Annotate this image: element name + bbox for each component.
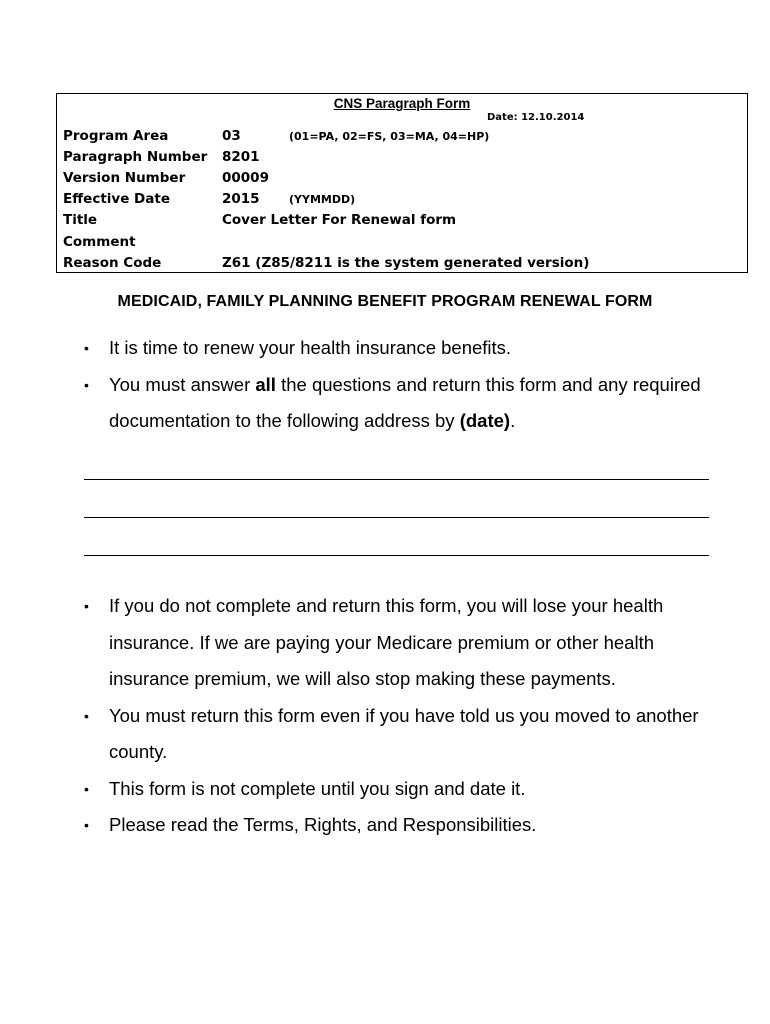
form-date: Date: 12.10.2014 bbox=[487, 112, 585, 123]
effective-date-label: Effective Date bbox=[63, 191, 170, 207]
cns-paragraph-form-box bbox=[56, 93, 748, 273]
reason-code-label: Reason Code bbox=[63, 255, 162, 271]
effective-date-note: (YYMMDD) bbox=[289, 193, 356, 206]
bullet-text: It is time to renew your health insurance benefits. bbox=[109, 337, 512, 358]
list-item bbox=[84, 588, 724, 698]
list-item bbox=[84, 771, 724, 808]
bullet-icon: • bbox=[84, 817, 89, 833]
bullet-list-bottom bbox=[84, 588, 724, 844]
bullet-icon: • bbox=[84, 376, 89, 393]
form-title: CNS Paragraph Form bbox=[333, 96, 471, 111]
list-item bbox=[84, 807, 724, 844]
reason-code-value: Z61 (Z85/8211 is the system generated version) bbox=[222, 255, 590, 271]
bullet-text: Please read the Terms, Rights, and Responsibilities. bbox=[109, 814, 537, 835]
title-value: Cover Letter For Renewal form bbox=[222, 212, 457, 228]
paragraph-number-value: 8201 bbox=[222, 149, 260, 165]
bullet-text-before: You must answer bbox=[109, 373, 256, 395]
bullet-text-middle: the questions and return this form and any required documentation to the following address by bbox=[109, 373, 701, 431]
bullet-text-after: . bbox=[510, 410, 516, 431]
title-label: Title bbox=[63, 212, 98, 228]
program-area-value: 03 bbox=[222, 128, 241, 144]
comment-label: Comment bbox=[63, 234, 136, 250]
bullet-text-emphasis-date: (date) bbox=[459, 410, 511, 431]
program-area-label: Program Area bbox=[63, 128, 169, 144]
list-item bbox=[84, 330, 724, 367]
bullet-text: If you do not complete and return this form, you will lose your health insurance. If we are paying your Medicare premium or other health insurance premium, we will also stop making these payments. bbox=[109, 595, 664, 689]
bullet-text-emphasis-all: all bbox=[255, 373, 276, 395]
address-line-1[interactable] bbox=[84, 479, 709, 480]
bullet-icon: • bbox=[84, 598, 89, 614]
bullet-text: You must return this form even if you have told us you moved to another county. bbox=[109, 704, 699, 762]
program-area-note: (01=PA, 02=FS, 03=MA, 04=HP) bbox=[289, 130, 490, 143]
bullet-list-top bbox=[84, 330, 724, 440]
paragraph-number-label: Paragraph Number bbox=[63, 149, 208, 165]
bullet-icon: • bbox=[84, 707, 89, 724]
address-line-2[interactable] bbox=[84, 517, 709, 518]
bullet-icon: • bbox=[84, 780, 89, 797]
bullet-text: This form is not complete until you sign and date it. bbox=[109, 777, 526, 799]
effective-date-value: 2015 bbox=[222, 191, 260, 207]
document-heading: MEDICAID, FAMILY PLANNING BENEFIT PROGRAM RENEWAL FORM bbox=[117, 293, 653, 310]
version-number-value: 00009 bbox=[222, 170, 269, 186]
list-item bbox=[84, 698, 724, 771]
version-number-label: Version Number bbox=[63, 170, 186, 186]
bullet-icon: • bbox=[84, 340, 89, 356]
list-item bbox=[84, 367, 724, 440]
address-line-3[interactable] bbox=[84, 555, 709, 556]
